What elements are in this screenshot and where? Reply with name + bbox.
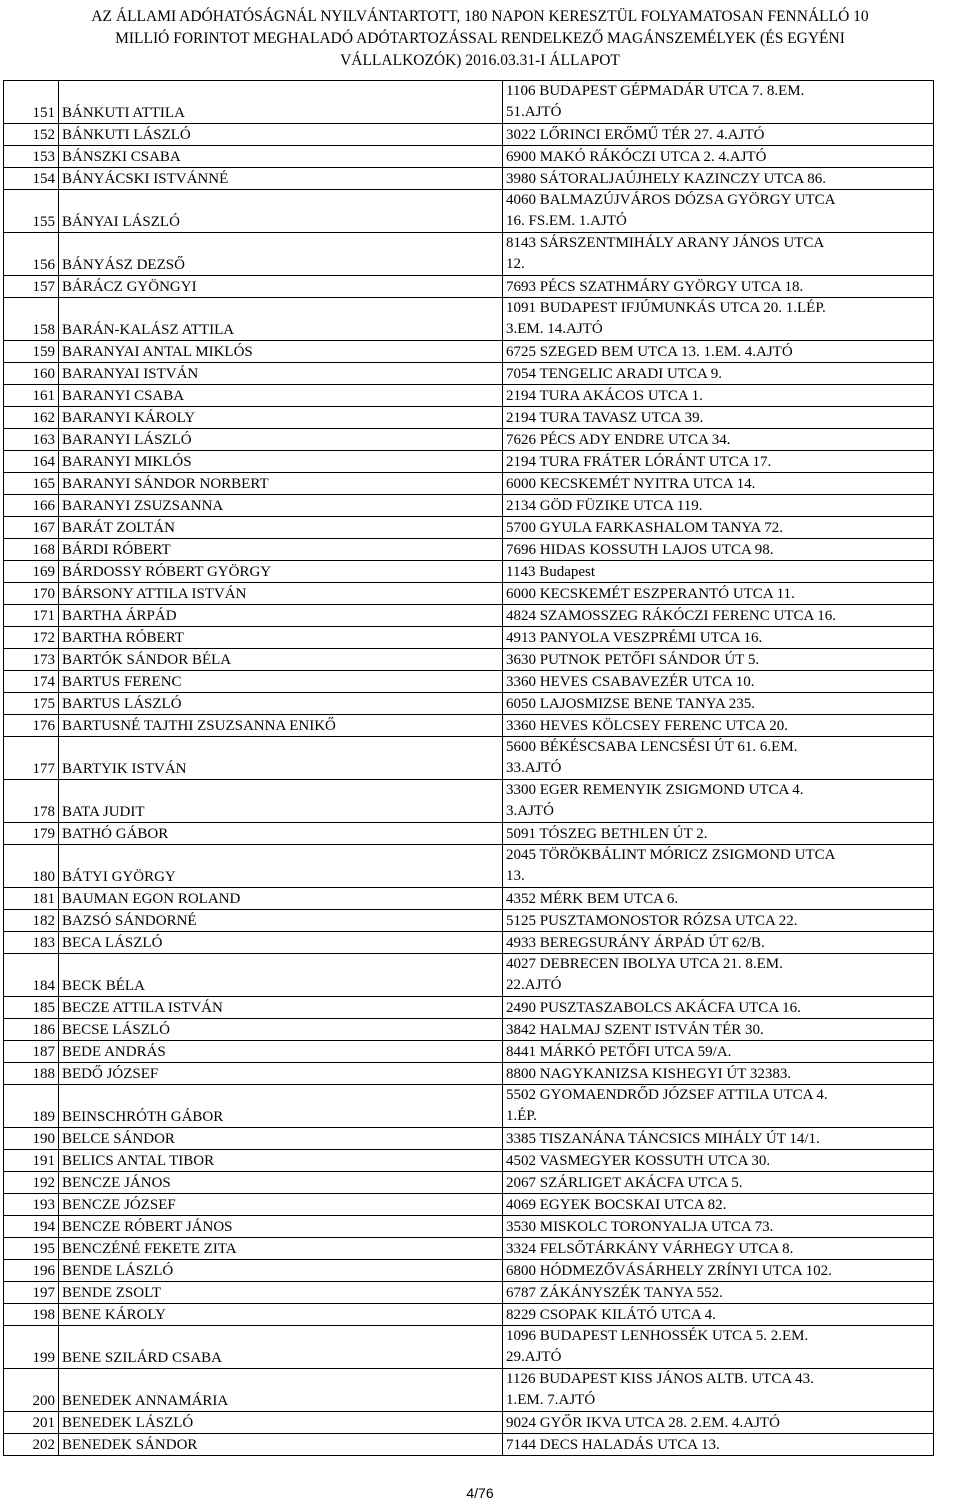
address-line: 5502 GYOMAENDRŐD JÓZSEF ATTILA UTCA 4. — [506, 1087, 828, 1103]
row-number: 199 — [4, 1326, 59, 1369]
taxpayer-address — [503, 715, 934, 737]
taxpayer-name: BENCZE JÓZSEF — [59, 1194, 503, 1216]
address-line: 5700 GYULA FARKASHALOM TANYA 72. — [506, 520, 784, 536]
taxpayer-address — [503, 954, 934, 997]
taxpayer-address — [503, 649, 934, 671]
row-number: 191 — [4, 1150, 59, 1172]
taxpayer-address — [503, 1128, 934, 1150]
taxpayer-name: BELICS ANTAL TIBOR — [59, 1150, 503, 1172]
table-row — [4, 451, 934, 473]
taxpayer-address — [503, 823, 934, 845]
taxpayer-name: BECSE LÁSZLÓ — [59, 1019, 503, 1041]
table-row — [4, 845, 934, 888]
address-line: 3.AJTÓ — [506, 803, 554, 819]
row-number: 163 — [4, 429, 59, 451]
address-line: 51.AJTÓ — [506, 104, 562, 120]
taxpayer-name: BENEDEK ANNAMÁRIA — [59, 1369, 503, 1412]
row-number: 162 — [4, 407, 59, 429]
taxpayer-address — [503, 780, 934, 823]
table-row — [4, 1260, 934, 1282]
document-header — [0, 6, 960, 72]
taxpayer-address — [503, 233, 934, 276]
table-row — [4, 1434, 934, 1456]
address-line: 3300 EGER REMENYIK ZSIGMOND UTCA 4. — [506, 782, 804, 798]
table-row — [4, 627, 934, 649]
taxpayer-name: BENEDEK LÁSZLÓ — [59, 1412, 503, 1434]
taxpayer-name: BARANYI SÁNDOR NORBERT — [59, 473, 503, 495]
address-line: 1106 BUDAPEST GÉPMADÁR UTCA 7. 8.EM. — [506, 83, 805, 99]
table-row — [4, 385, 934, 407]
row-number: 168 — [4, 539, 59, 561]
taxpayer-address — [503, 671, 934, 693]
row-number: 182 — [4, 910, 59, 932]
address-line: 7626 PÉCS ADY ENDRE UTCA 34. — [506, 432, 731, 448]
address-line: 6900 MAKÓ RÁKÓCZI UTCA 2. 4.AJTÓ — [506, 149, 767, 165]
address-line: 1.ÉP. — [506, 1108, 537, 1124]
table-row — [4, 649, 934, 671]
taxpayer-name: BARTHA RÓBERT — [59, 627, 503, 649]
table-row — [4, 146, 934, 168]
taxpayer-name: BARANYAI ANTAL MIKLÓS — [59, 341, 503, 363]
row-number: 152 — [4, 124, 59, 146]
table-row — [4, 888, 934, 910]
taxpayer-address — [503, 451, 934, 473]
row-number: 161 — [4, 385, 59, 407]
address-line: 3385 TISZANÁNA TÁNCSICS MIHÁLY ÚT 14/1. — [506, 1131, 820, 1147]
taxpayer-name: BECA LÁSZLÓ — [59, 932, 503, 954]
table-row — [4, 1282, 934, 1304]
taxpayer-address — [503, 276, 934, 298]
row-number: 186 — [4, 1019, 59, 1041]
table-row — [4, 1128, 934, 1150]
address-line: 1091 BUDAPEST IFJÚMUNKÁS UTCA 20. 1.LÉP. — [506, 300, 826, 316]
table-row — [4, 1194, 934, 1216]
row-number: 197 — [4, 1282, 59, 1304]
taxpayer-address — [503, 1304, 934, 1326]
address-line: 5091 TÓSZEG BETHLEN ÚT 2. — [506, 826, 708, 842]
address-line: 4913 PANYOLA VESZPRÉMI UTCA 16. — [506, 630, 763, 646]
table-row — [4, 715, 934, 737]
address-line: 3360 HEVES CSABAVEZÉR UTCA 10. — [506, 674, 755, 690]
table-row — [4, 341, 934, 363]
row-number: 154 — [4, 168, 59, 190]
taxpayer-address — [503, 1085, 934, 1128]
header-line-1: AZ ÁLLAMI ADÓHATÓSÁGNÁL NYILVÁNTARTOTT, 180 NAPON KERESZTÜL FOLYAMATOSAN FENNÁLLÓ 10 — [91, 8, 869, 25]
row-number: 176 — [4, 715, 59, 737]
row-number: 184 — [4, 954, 59, 997]
taxpayer-address — [503, 298, 934, 341]
taxpayer-address — [503, 1412, 934, 1434]
taxpayer-name: BARANYAI ISTVÁN — [59, 363, 503, 385]
taxpayer-address — [503, 583, 934, 605]
taxpayer-name: BARANYI KÁROLY — [59, 407, 503, 429]
row-number: 173 — [4, 649, 59, 671]
address-line: 8143 SÁRSZENTMIHÁLY ARANY JÁNOS UTCA — [506, 235, 825, 251]
table-row — [4, 583, 934, 605]
row-number: 157 — [4, 276, 59, 298]
address-line: 12. — [506, 256, 525, 272]
row-number: 170 — [4, 583, 59, 605]
address-line: 4060 BALMAZÚJVÁROS DÓZSA GYÖRGY UTCA — [506, 192, 836, 208]
address-line: 8229 CSOPAK KILÁTÓ UTCA 4. — [506, 1307, 716, 1323]
table-row — [4, 910, 934, 932]
taxpayer-address — [503, 845, 934, 888]
table-row — [4, 473, 934, 495]
table-row — [4, 233, 934, 276]
taxpayer-address — [503, 1434, 934, 1456]
table-row — [4, 168, 934, 190]
table-row — [4, 954, 934, 997]
table-row — [4, 823, 934, 845]
taxpayer-name: BENEDEK SÁNDOR — [59, 1434, 503, 1456]
taxpayer-address — [503, 1282, 934, 1304]
taxpayer-address — [503, 168, 934, 190]
address-line: 6050 LAJOSMIZSE BENE TANYA 235. — [506, 696, 755, 712]
row-number: 178 — [4, 780, 59, 823]
table-row — [4, 1150, 934, 1172]
taxpayer-name: BARTHA ÁRPÁD — [59, 605, 503, 627]
table-row — [4, 671, 934, 693]
taxpayer-address — [503, 561, 934, 583]
row-number: 194 — [4, 1216, 59, 1238]
address-line: 7693 PÉCS SZATHMÁRY GYÖRGY UTCA 18. — [506, 279, 804, 295]
taxpayer-address — [503, 627, 934, 649]
taxpayer-address — [503, 1063, 934, 1085]
address-line: 3530 MISKOLC TORONYALJA UTCA 73. — [506, 1219, 774, 1235]
row-number: 159 — [4, 341, 59, 363]
address-line: 29.AJTÓ — [506, 1349, 562, 1365]
taxpayer-name: BÁNSZKI CSABA — [59, 146, 503, 168]
taxpayer-address — [503, 1216, 934, 1238]
address-line: 13. — [506, 868, 525, 884]
address-line: 4824 SZAMOSSZEG RÁKÓCZI FERENC UTCA 16. — [506, 608, 837, 624]
address-line: 1143 Budapest — [506, 564, 596, 580]
row-number: 189 — [4, 1085, 59, 1128]
table-row — [4, 737, 934, 780]
taxpayer-name: BARTÓK SÁNDOR BÉLA — [59, 649, 503, 671]
address-line: 2067 SZÁRLIGET AKÁCFA UTCA 5. — [506, 1175, 743, 1191]
table-row — [4, 517, 934, 539]
taxpayer-name: BENCZE JÁNOS — [59, 1172, 503, 1194]
table-row — [4, 1019, 934, 1041]
taxpayer-name: BARÁT ZOLTÁN — [59, 517, 503, 539]
taxpayer-table — [3, 80, 934, 1456]
row-number: 185 — [4, 997, 59, 1019]
taxpayer-name: BENE KÁROLY — [59, 1304, 503, 1326]
taxpayer-name: BARTUS FERENC — [59, 671, 503, 693]
taxpayer-name: BÁNKUTI ATTILA — [59, 81, 503, 124]
address-line: 6000 KECSKEMÉT NYITRA UTCA 14. — [506, 476, 756, 492]
address-line: 22.AJTÓ — [506, 977, 562, 993]
taxpayer-address — [503, 124, 934, 146]
address-line: 4933 BEREGSURÁNY ÁRPÁD ÚT 62/B. — [506, 935, 765, 951]
table-row — [4, 1063, 934, 1085]
taxpayer-name: BEINSCHRÓTH GÁBOR — [59, 1085, 503, 1128]
table-row — [4, 1369, 934, 1412]
taxpayer-address — [503, 539, 934, 561]
taxpayer-address — [503, 81, 934, 124]
row-number: 155 — [4, 190, 59, 233]
taxpayer-name: BARANYI CSABA — [59, 385, 503, 407]
table-row — [4, 693, 934, 715]
row-number: 165 — [4, 473, 59, 495]
taxpayer-address — [503, 1041, 934, 1063]
taxpayer-address — [503, 363, 934, 385]
taxpayer-address — [503, 1019, 934, 1041]
row-number: 201 — [4, 1412, 59, 1434]
address-line: 4502 VASMEGYER KOSSUTH UTCA 30. — [506, 1153, 771, 1169]
row-number: 171 — [4, 605, 59, 627]
table-row — [4, 190, 934, 233]
address-line: 2490 PUSZTASZABOLCS AKÁCFA UTCA 16. — [506, 1000, 801, 1016]
taxpayer-address — [503, 693, 934, 715]
table-row — [4, 1085, 934, 1128]
taxpayer-address — [503, 737, 934, 780]
table-row — [4, 407, 934, 429]
row-number: 183 — [4, 932, 59, 954]
taxpayer-name: BÁRDI RÓBERT — [59, 539, 503, 561]
taxpayer-address — [503, 190, 934, 233]
table-row — [4, 298, 934, 341]
address-line: 1126 BUDAPEST KISS JÁNOS ALTB. UTCA 43. — [506, 1371, 814, 1387]
taxpayer-address — [503, 1369, 934, 1412]
row-number: 198 — [4, 1304, 59, 1326]
row-number: 192 — [4, 1172, 59, 1194]
address-line: 3324 FELSŐTÁRKÁNY VÁRHEGY UTCA 8. — [506, 1241, 794, 1257]
table-row — [4, 1326, 934, 1369]
row-number: 160 — [4, 363, 59, 385]
table-row — [4, 932, 934, 954]
address-line: 2194 TURA FRÁTER LÓRÁNT UTCA 17. — [506, 454, 772, 470]
taxpayer-address — [503, 1172, 934, 1194]
taxpayer-name: BÁNYÁSZ DEZSŐ — [59, 233, 503, 276]
table-row — [4, 539, 934, 561]
address-line: 4352 MÉRK BEM UTCA 6. — [506, 891, 679, 907]
address-line: 7144 DECS HALADÁS UTCA 13. — [506, 1437, 720, 1453]
row-number: 174 — [4, 671, 59, 693]
taxpayer-address — [503, 146, 934, 168]
taxpayer-address — [503, 997, 934, 1019]
taxpayer-name: BENDE ZSOLT — [59, 1282, 503, 1304]
address-line: 5600 BÉKÉSCSABA LENCSÉSI ÚT 61. 6.EM. — [506, 739, 798, 755]
address-line: 5125 PUSZTAMONOSTOR RÓZSA UTCA 22. — [506, 913, 798, 929]
table-row — [4, 561, 934, 583]
address-line: 8800 NAGYKANIZSA KISHEGYI ÚT 32383. — [506, 1066, 792, 1082]
address-line: 3980 SÁTORALJAÚJHELY KAZINCZY UTCA 86. — [506, 171, 827, 187]
taxpayer-name: BECZE ATTILA ISTVÁN — [59, 997, 503, 1019]
address-line: 2194 TURA AKÁCOS UTCA 1. — [506, 388, 703, 404]
table-row — [4, 363, 934, 385]
row-number: 167 — [4, 517, 59, 539]
row-number: 179 — [4, 823, 59, 845]
taxpayer-name: BARANYI LÁSZLÓ — [59, 429, 503, 451]
address-line: 6787 ZÁKÁNYSZÉK TANYA 552. — [506, 1285, 723, 1301]
taxpayer-address — [503, 1326, 934, 1369]
address-line: 9024 GYŐR IKVA UTCA 28. 2.EM. 4.AJTÓ — [506, 1415, 780, 1431]
header-line-3: VÁLLALKOZÓK) 2016.03.31-I ÁLLAPOT — [340, 52, 620, 69]
row-number: 158 — [4, 298, 59, 341]
taxpayer-name: BÁNYÁCSKI ISTVÁNNÉ — [59, 168, 503, 190]
address-line: 16. FS.EM. 1.AJTÓ — [506, 213, 627, 229]
row-number: 177 — [4, 737, 59, 780]
table-row — [4, 1216, 934, 1238]
taxpayer-name: BECK BÉLA — [59, 954, 503, 997]
taxpayer-name: BATHÓ GÁBOR — [59, 823, 503, 845]
taxpayer-name: BÁRÁCZ GYÖNGYI — [59, 276, 503, 298]
taxpayer-name: BELCE SÁNDOR — [59, 1128, 503, 1150]
taxpayer-name: BARTYIK ISTVÁN — [59, 737, 503, 780]
taxpayer-address — [503, 1260, 934, 1282]
table-row — [4, 1238, 934, 1260]
taxpayer-address — [503, 910, 934, 932]
table-row — [4, 997, 934, 1019]
page-number: 4/76 — [466, 1485, 494, 1501]
row-number: 156 — [4, 233, 59, 276]
address-line: 3360 HEVES KÖLCSEY FERENC UTCA 20. — [506, 718, 788, 734]
taxpayer-name: BEDE ANDRÁS — [59, 1041, 503, 1063]
taxpayer-name: BÁTYI GYÖRGY — [59, 845, 503, 888]
row-number: 188 — [4, 1063, 59, 1085]
table-row — [4, 81, 934, 124]
table-row — [4, 276, 934, 298]
taxpayer-name: BARANYI ZSUZSANNA — [59, 495, 503, 517]
address-line: 7696 HIDAS KOSSUTH LAJOS UTCA 98. — [506, 542, 774, 558]
table-row — [4, 780, 934, 823]
row-number: 153 — [4, 146, 59, 168]
row-number: 195 — [4, 1238, 59, 1260]
taxpayer-name: BARANYI MIKLÓS — [59, 451, 503, 473]
taxpayer-name: BARTUS LÁSZLÓ — [59, 693, 503, 715]
taxpayer-name: BARTUSNÉ TAJTHI ZSUZSANNA ENIKŐ — [59, 715, 503, 737]
row-number: 164 — [4, 451, 59, 473]
row-number: 196 — [4, 1260, 59, 1282]
row-number: 187 — [4, 1041, 59, 1063]
address-line: 33.AJTÓ — [506, 760, 562, 776]
address-line: 1096 BUDAPEST LENHOSSÉK UTCA 5. 2.EM. — [506, 1328, 809, 1344]
header-line-2: MILLIÓ FORINTOT MEGHALADÓ ADÓTARTOZÁSSAL RENDELKEZŐ MAGÁNSZEMÉLYEK (ÉS EGYÉNI — [115, 30, 845, 47]
address-line: 4069 EGYEK BOCSKAI UTCA 82. — [506, 1197, 727, 1213]
address-line: 7054 TENGELIC ARADI UTCA 9. — [506, 366, 722, 382]
address-line: 6800 HÓDMEZŐVÁSÁRHELY ZRÍNYI UTCA 102. — [506, 1263, 832, 1279]
row-number: 166 — [4, 495, 59, 517]
taxpayer-address — [503, 407, 934, 429]
table-row — [4, 1041, 934, 1063]
taxpayer-address — [503, 429, 934, 451]
taxpayer-name: BENCZÉNÉ FEKETE ZITA — [59, 1238, 503, 1260]
taxpayer-address — [503, 1194, 934, 1216]
address-line: 2134 GÖD FÜZIKE UTCA 119. — [506, 498, 703, 514]
row-number: 172 — [4, 627, 59, 649]
taxpayer-address — [503, 1238, 934, 1260]
taxpayer-address — [503, 385, 934, 407]
taxpayer-name: BENDE LÁSZLÓ — [59, 1260, 503, 1282]
taxpayer-name: BENCZE RÓBERT JÁNOS — [59, 1216, 503, 1238]
taxpayer-address — [503, 1150, 934, 1172]
taxpayer-name: BÁRDOSSY RÓBERT GYÖRGY — [59, 561, 503, 583]
taxpayer-name: BARÁN-KALÁSZ ATTILA — [59, 298, 503, 341]
address-line: 3022 LŐRINCI ERŐMŰ TÉR 27. 4.AJTÓ — [506, 127, 765, 143]
taxpayer-address — [503, 341, 934, 363]
address-line: 1.EM. 7.AJTÓ — [506, 1392, 596, 1408]
row-number: 202 — [4, 1434, 59, 1456]
table-row — [4, 429, 934, 451]
row-number: 175 — [4, 693, 59, 715]
taxpayer-name: BAUMAN EGON ROLAND — [59, 888, 503, 910]
taxpayer-name: BÁNYAI LÁSZLÓ — [59, 190, 503, 233]
taxpayer-name: BATA JUDIT — [59, 780, 503, 823]
taxpayer-address — [503, 932, 934, 954]
address-line: 3630 PUTNOK PETŐFI SÁNDOR ÚT 5. — [506, 652, 760, 668]
table-row — [4, 1304, 934, 1326]
address-line: 2045 TÖRÖKBÁLINT MÓRICZ ZSIGMOND UTCA — [506, 847, 836, 863]
taxpayer-address — [503, 605, 934, 627]
taxpayer-address — [503, 495, 934, 517]
address-line: 2194 TURA TAVASZ UTCA 39. — [506, 410, 704, 426]
row-number: 193 — [4, 1194, 59, 1216]
address-line: 3842 HALMAJ SZENT ISTVÁN TÉR 30. — [506, 1022, 764, 1038]
table-row — [4, 1172, 934, 1194]
address-line: 6000 KECSKEMÉT ESZPERANTÓ UTCA 11. — [506, 586, 795, 602]
table-row — [4, 124, 934, 146]
address-line: 8441 MÁRKÓ PETŐFI UTCA 59/A. — [506, 1044, 732, 1060]
taxpayer-address — [503, 517, 934, 539]
table-row — [4, 1412, 934, 1434]
taxpayer-name: BÁNKUTI LÁSZLÓ — [59, 124, 503, 146]
taxpayer-address — [503, 473, 934, 495]
address-line: 4027 DEBRECEN IBOLYA UTCA 21. 8.EM. — [506, 956, 783, 972]
table-row — [4, 605, 934, 627]
taxpayer-name: BÁRSONY ATTILA ISTVÁN — [59, 583, 503, 605]
row-number: 190 — [4, 1128, 59, 1150]
taxpayer-address — [503, 888, 934, 910]
taxpayer-name: BAZSÓ SÁNDORNÉ — [59, 910, 503, 932]
address-line: 6725 SZEGED BEM UTCA 13. 1.EM. 4.AJTÓ — [506, 344, 793, 360]
row-number: 169 — [4, 561, 59, 583]
address-line: 3.EM. 14.AJTÓ — [506, 321, 603, 337]
row-number: 181 — [4, 888, 59, 910]
row-number: 180 — [4, 845, 59, 888]
table-row — [4, 495, 934, 517]
row-number: 151 — [4, 81, 59, 124]
taxpayer-name: BEDŐ JÓZSEF — [59, 1063, 503, 1085]
taxpayer-name: BENE SZILÁRD CSABA — [59, 1326, 503, 1369]
row-number: 200 — [4, 1369, 59, 1412]
